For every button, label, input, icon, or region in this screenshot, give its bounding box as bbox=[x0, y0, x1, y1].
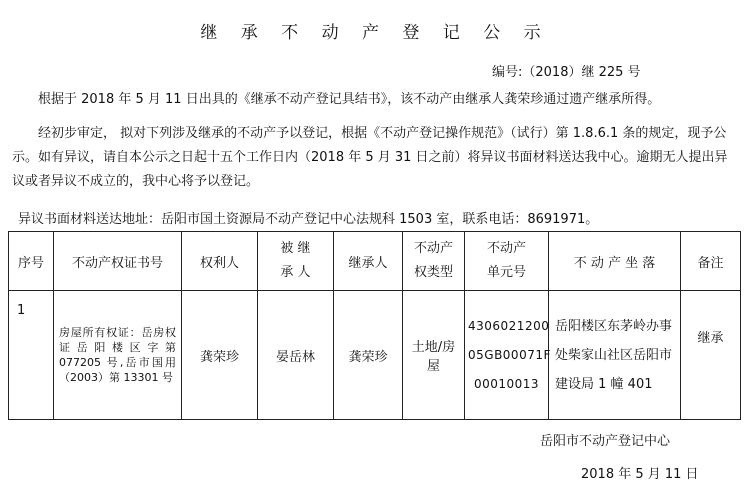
cell-cert: 房屋所有权证：岳房权证岳阳楼区字第 077205 号,岳市国用（2003）第 13301 号 bbox=[54, 291, 182, 420]
cell-unit-line1: 4306021200 bbox=[468, 318, 550, 333]
header-inherited bbox=[258, 232, 334, 291]
cell-seq: 1 bbox=[9, 291, 54, 420]
header-type-line2: 权类型 bbox=[413, 265, 453, 280]
cell-owner: 龚荣珍 bbox=[182, 291, 258, 420]
cell-type: 土地/房屋 bbox=[403, 291, 465, 420]
header-location: 不 动 产 坐 落 bbox=[549, 232, 681, 291]
header-unit-line2: 单元号 bbox=[486, 265, 526, 280]
notice-title: 继 承 不 动 产 登 记 公 示 bbox=[200, 23, 550, 43]
table-header-row bbox=[9, 232, 741, 291]
header-unit bbox=[465, 232, 549, 291]
issuer-name: 岳阳市不动产登记中心 bbox=[540, 434, 671, 449]
cell-heir: 龚荣珍 bbox=[334, 291, 403, 420]
document-number: 编号:（2018）继 225 号 bbox=[492, 65, 641, 80]
paragraph-review: 经初步审定， 拟对下列涉及继承的不动产予以登记，根据《不动产登记操作规范》（试行）第 1.8.6.1 条的规定，现予公示。如有异议，请自本公示之日起十五个工作日内（2018 年 5 月 31 日之前）将异议书面材料送达我中心。逾期无人提出异议或者异议不成立的，我中心将予以登记。 bbox=[12, 126, 728, 189]
header-inherited-line1: 被 继 bbox=[280, 241, 311, 256]
issue-date: 2018 年 5 月 11 日 bbox=[581, 467, 699, 482]
cell-inherited: 晏岳林 bbox=[258, 291, 334, 420]
cell-unit bbox=[465, 291, 549, 420]
paragraph-basis: 根据于 2018 年 5 月 11 日出具的《继承不动产登记具结书》，该不动产由继承人龚荣珍通过遗产继承所得。 bbox=[38, 92, 661, 107]
cell-remark: 继承 bbox=[681, 291, 741, 420]
header-heir: 继承人 bbox=[334, 232, 403, 291]
header-unit-line1: 不动产 bbox=[486, 241, 526, 256]
header-owner: 权利人 bbox=[182, 232, 258, 291]
cell-location: 岳阳楼区东茅岭办事处柴家山社区岳阳市建设局 1 幢 401 bbox=[549, 291, 681, 420]
header-type-line1: 不动产 bbox=[413, 241, 453, 256]
property-table bbox=[8, 231, 741, 420]
header-inherited-line2: 承 人 bbox=[280, 265, 311, 280]
header-seq: 序号 bbox=[9, 232, 54, 291]
header-remark: 备注 bbox=[681, 232, 741, 291]
header-cert: 不动产权证书号 bbox=[54, 232, 182, 291]
objection-address: 异议书面材料送达地址：岳阳市国土资源局不动产登记中心法规科 1503 室，联系电话：8691971。 bbox=[18, 212, 599, 227]
cell-unit-line2: 05GB00071F bbox=[468, 347, 551, 362]
table-row bbox=[9, 291, 741, 420]
cell-unit-line3: 00010013 bbox=[473, 376, 540, 391]
header-type bbox=[403, 232, 465, 291]
